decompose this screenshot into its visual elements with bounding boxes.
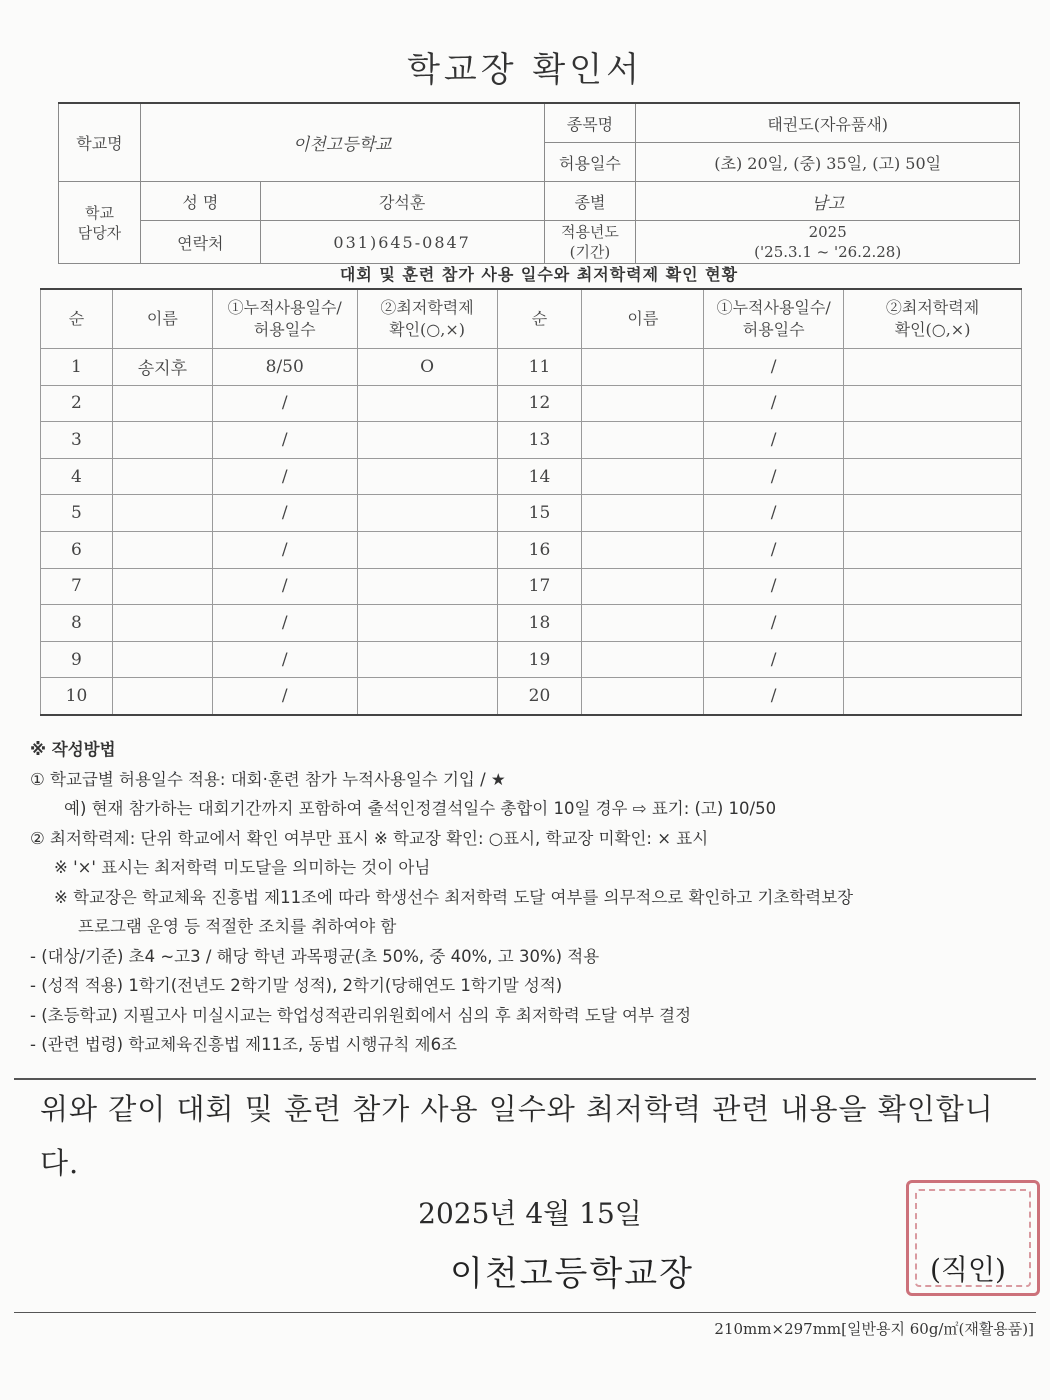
school-label: 학교명 <box>59 103 141 182</box>
cell-name <box>112 531 212 568</box>
cell-academic <box>844 531 1022 568</box>
cell-academic: O <box>357 349 497 386</box>
table-row <box>41 495 1022 532</box>
cell-name <box>582 349 704 386</box>
teacher-label: 학교 담당자 <box>59 182 141 264</box>
divider <box>14 1312 1036 1313</box>
cell-academic <box>844 568 1022 605</box>
cell-no: 9 <box>41 641 113 678</box>
cell-days: / <box>704 458 844 495</box>
cell-no: 10 <box>41 678 113 715</box>
header-name-right: 이름 <box>582 289 704 349</box>
table-row <box>41 641 1022 678</box>
year-label: 적용년도 (기간) <box>544 221 636 264</box>
cell-academic <box>844 349 1022 386</box>
cell-no: 14 <box>497 458 582 495</box>
cell-days: 8/50 <box>212 349 357 386</box>
cell-days: / <box>212 531 357 568</box>
cell-no: 8 <box>41 605 113 642</box>
header-academic-right: ②최저학력제 확인(○,×) <box>844 289 1022 349</box>
cell-academic <box>844 422 1022 459</box>
school-value: 이천고등학교 <box>140 103 544 182</box>
roster-table <box>40 288 1022 716</box>
instruction-line: 예) 현재 참가하는 대회기간까지 포함하여 출석인정결석일수 총합이 10일 경우 ⇨ 표기: (고) 10/50 <box>64 799 777 818</box>
cell-name <box>582 568 704 605</box>
contact-label: 연락처 <box>140 221 260 264</box>
issue-date: 2025년 4월 15일 <box>418 1197 642 1230</box>
table-row <box>41 385 1022 422</box>
cell-name: 송지후 <box>112 349 212 386</box>
sport-label: 종목명 <box>544 103 636 143</box>
cell-days: / <box>212 495 357 532</box>
instruction-line: ① 학교급별 허용일수 적용: 대회·훈련 참가 누적사용일수 기입 / ★ <box>30 769 506 789</box>
cell-days: / <box>212 422 357 459</box>
cell-academic <box>357 458 497 495</box>
paper-spec: 210mm×297mm[일반용지 60g/㎡(재활용품)] <box>714 1320 1034 1338</box>
cell-days: / <box>704 605 844 642</box>
cell-academic <box>357 495 497 532</box>
instruction-line: - (초등학교) 지필고사 미실시교는 학업성적관리위원회에서 심의 후 최저학력 도달 여부 결정 <box>30 1005 692 1025</box>
cell-no: 2 <box>41 385 113 422</box>
period-value: ('25.3.1 ~ '26.2.28) <box>754 243 902 261</box>
instruction-line: 프로그램 운영 등 적절한 조치를 취하여야 함 <box>78 917 397 936</box>
instruction-line: ※ '×' 표시는 최저학력 미도달을 의미하는 것이 아님 <box>54 858 431 877</box>
instruction-line: ② 최저학력제: 단위 학교에서 확인 여부만 표시 ※ 학교장 확인: ○표시, 학교장 미확인: × 표시 <box>30 828 709 848</box>
gender-label: 종별 <box>544 182 636 221</box>
cell-name <box>112 458 212 495</box>
year-cell <box>636 221 1020 264</box>
roster-header-row <box>41 289 1022 349</box>
principal-name: 이천고등학교장 <box>450 1254 694 1294</box>
allowed-days-label: 허용일수 <box>544 143 636 182</box>
cell-days: / <box>704 422 844 459</box>
cell-days: / <box>704 568 844 605</box>
cell-days: / <box>212 678 357 715</box>
instruction-line: - (성적 적용) 1학기(전년도 2학기말 성적), 2학기(당해연도 1학기말 성적) <box>30 976 563 995</box>
seal-label: (직인) <box>930 1253 1006 1286</box>
cell-academic <box>844 641 1022 678</box>
table-row <box>41 422 1022 459</box>
confirmation-text: 위와 같이 대회 및 훈련 참가 사용 일수와 최저학력 관련 내용을 확인합니다. <box>40 1092 994 1180</box>
cell-no: 7 <box>41 568 113 605</box>
table-row <box>41 349 1022 386</box>
cell-days: / <box>212 568 357 605</box>
cell-no: 19 <box>497 641 582 678</box>
roster-subtitle: 대회 및 훈련 참가 사용 일수와 최저학력제 확인 현황 <box>339 265 739 284</box>
cell-name <box>582 495 704 532</box>
cell-academic <box>357 422 497 459</box>
cell-no: 18 <box>497 605 582 642</box>
cell-academic <box>844 605 1022 642</box>
cell-no: 5 <box>41 495 113 532</box>
header-name-left: 이름 <box>112 289 212 349</box>
cell-name <box>112 495 212 532</box>
document-title: 학교장 확인서 <box>407 50 643 90</box>
instruction-line: - (관련 법령) 학교체육진흥법 제11조, 동법 시행규칙 제6조 <box>30 1035 457 1054</box>
table-row <box>41 678 1022 715</box>
cell-no: 13 <box>497 422 582 459</box>
cell-academic <box>844 495 1022 532</box>
cell-days: / <box>704 531 844 568</box>
instructions <box>30 735 1030 1060</box>
cell-academic <box>357 531 497 568</box>
info-table <box>58 102 1020 264</box>
cell-no: 20 <box>497 678 582 715</box>
cell-academic <box>357 568 497 605</box>
cell-days: / <box>212 385 357 422</box>
cell-no: 11 <box>497 349 582 386</box>
cell-no: 4 <box>41 458 113 495</box>
cell-days: / <box>212 605 357 642</box>
cell-name <box>582 422 704 459</box>
cell-name <box>582 641 704 678</box>
divider <box>14 1078 1036 1080</box>
table-row <box>41 568 1022 605</box>
cell-days: / <box>704 495 844 532</box>
cell-days: / <box>212 641 357 678</box>
table-row <box>41 605 1022 642</box>
cell-academic <box>357 605 497 642</box>
cell-name <box>582 385 704 422</box>
cell-days: / <box>704 349 844 386</box>
cell-no: 6 <box>41 531 113 568</box>
cell-academic <box>844 458 1022 495</box>
cell-name <box>112 605 212 642</box>
table-row <box>41 458 1022 495</box>
contact-value: 031)645-0847 <box>260 221 544 264</box>
cell-name <box>112 678 212 715</box>
cell-days: / <box>704 641 844 678</box>
year-value: 2025 <box>808 223 847 241</box>
cell-no: 12 <box>497 385 582 422</box>
cell-days: / <box>704 678 844 715</box>
cell-name <box>582 678 704 715</box>
cell-academic <box>844 678 1022 715</box>
cell-academic <box>357 641 497 678</box>
instructions-heading: ※ 작성방법 <box>30 740 116 759</box>
cell-name <box>582 605 704 642</box>
cell-academic <box>844 385 1022 422</box>
cell-no: 1 <box>41 349 113 386</box>
cell-no: 15 <box>497 495 582 532</box>
allowed-days-value: (초) 20일, (중) 35일, (고) 50일 <box>636 143 1020 182</box>
header-days-left: ①누적사용일수/ 허용일수 <box>212 289 357 349</box>
cell-name <box>582 531 704 568</box>
cell-academic <box>357 678 497 715</box>
instruction-line: ※ 학교장은 학교체육 진흥법 제11조에 따라 학생선수 최저학력 도달 여부를 의무적으로 확인하고 기초학력보장 <box>54 887 854 907</box>
name-label: 성 명 <box>140 182 260 221</box>
header-no-left: 순 <box>41 289 113 349</box>
gender-value: 남고 <box>636 182 1020 221</box>
cell-name <box>112 422 212 459</box>
header-academic-left: ②최저학력제 확인(○,×) <box>357 289 497 349</box>
cell-name <box>112 641 212 678</box>
cell-name <box>112 568 212 605</box>
table-row <box>41 531 1022 568</box>
cell-no: 16 <box>497 531 582 568</box>
cell-name <box>112 385 212 422</box>
cell-name <box>582 458 704 495</box>
sport-value: 태권도(자유품새) <box>636 103 1020 143</box>
header-no-right: 순 <box>497 289 582 349</box>
cell-no: 3 <box>41 422 113 459</box>
name-value: 강석훈 <box>260 182 544 221</box>
cell-days: / <box>212 458 357 495</box>
cell-no: 17 <box>497 568 582 605</box>
cell-days: / <box>704 385 844 422</box>
header-days-right: ①누적사용일수/ 허용일수 <box>704 289 844 349</box>
instruction-line: - (대상/기준) 초4 ~고3 / 해당 학년 과목평균(초 50%, 중 40%, 고 30%) 적용 <box>30 946 600 966</box>
cell-academic <box>357 385 497 422</box>
